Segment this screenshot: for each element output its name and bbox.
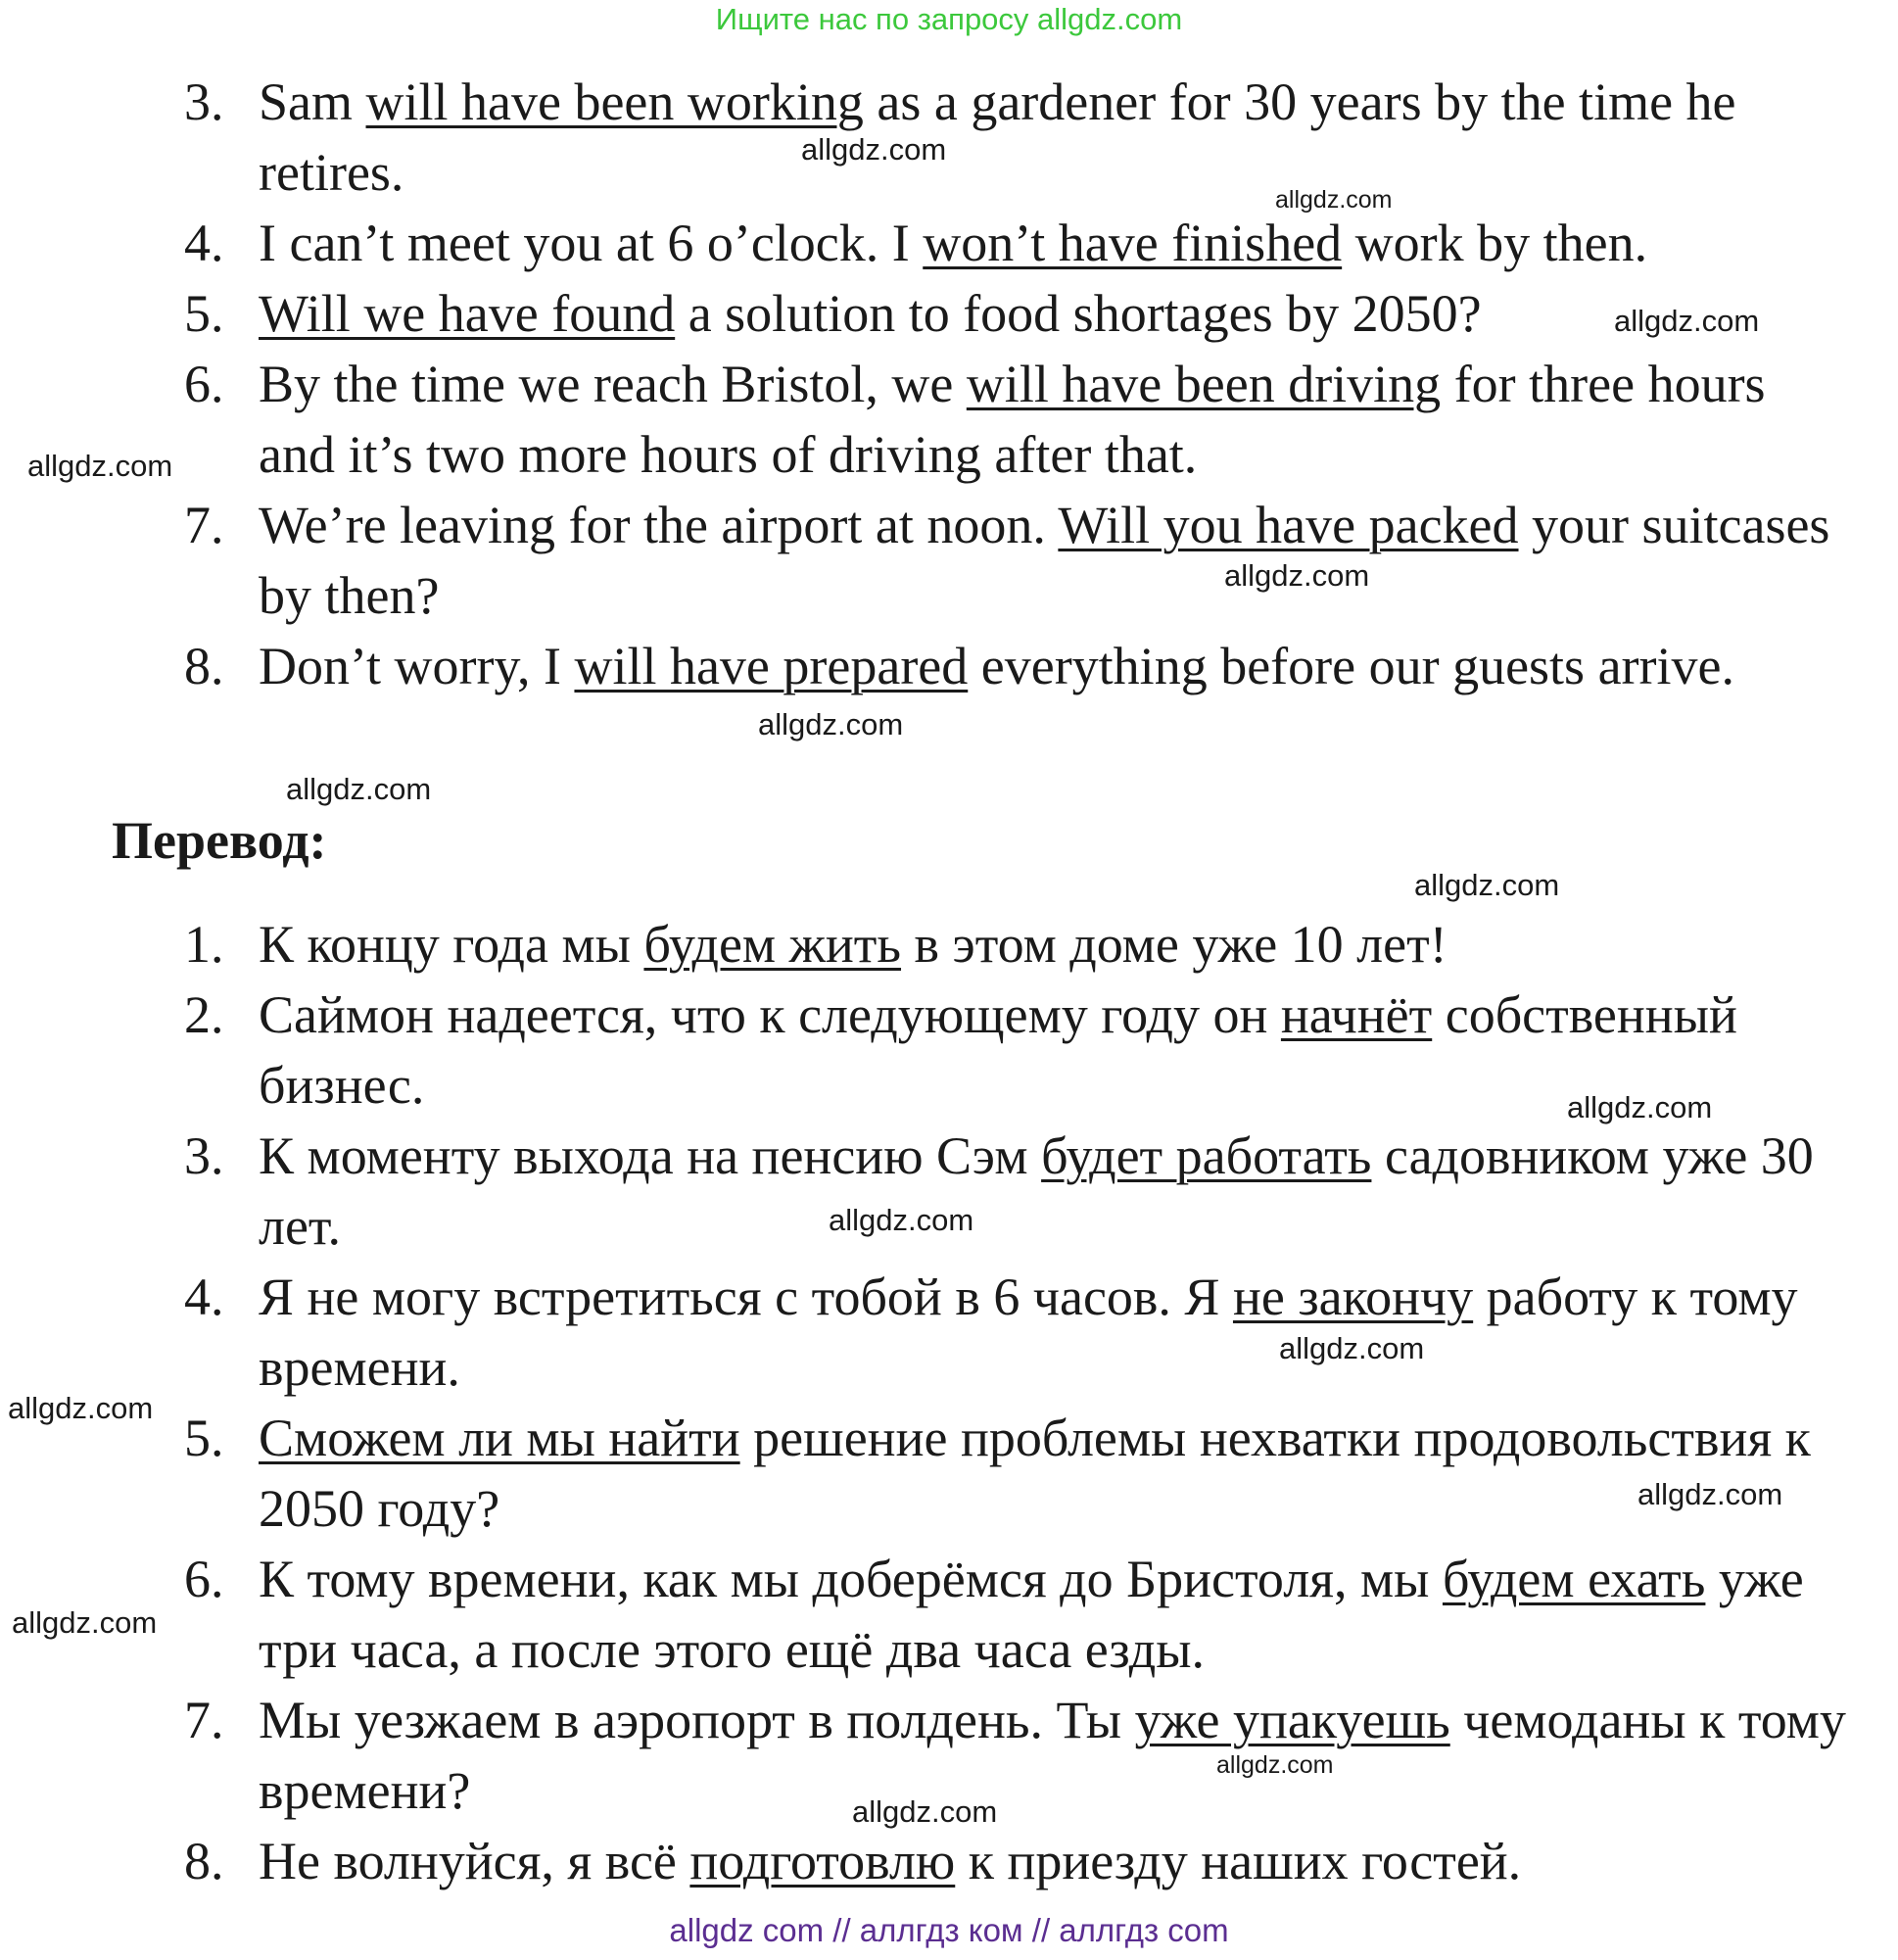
item-number: 6. [184,355,224,413]
item-answer: не закончу [1232,1267,1474,1326]
item-text: Мы уезжаем в аэропорт в полдень. Ты [259,1691,1135,1749]
item-number: 8. [184,1832,224,1890]
item-text: Don’t worry, I [259,637,575,695]
item-text: К концу года мы [259,915,644,974]
item-text: as a gardener for 30 years by the time he retires. [259,72,1736,202]
item-text: работу к тому времени. [259,1267,1798,1397]
watermark: allgdz.com [1279,1331,1425,1365]
list-item [0,490,1855,631]
item-answer: will have been working [365,72,864,131]
watermark: allgdz.com [852,1794,998,1829]
item-text: We’re leaving for the airport at noon. [259,496,1059,554]
item-text: в этом доме уже 10 лет! [901,915,1447,974]
item-text: К тому времени, как мы доберёмся до Бристоля, мы [259,1550,1443,1608]
watermark: allgdz.com [286,772,432,806]
watermark: allgdz.com [27,449,173,483]
item-text: Я не могу встретиться с тобой в 6 часов. Я [259,1267,1233,1326]
item-text: your suitcases by then? [259,496,1830,625]
item-number: 5. [184,1409,224,1467]
list-item [0,1826,1855,1896]
footer-link[interactable]: allgdz com // аллгдз ком // аллгдз com [669,1912,1229,1948]
watermark: allgdz.com [1224,558,1370,593]
item-answer: Will you have packed [1058,496,1519,554]
watermark: allgdz.com [1637,1477,1783,1511]
watermark: allgdz.com [829,1203,974,1237]
list-item [0,1262,1855,1403]
item-number: 2. [184,985,224,1044]
top-banner: Ищите нас по запросу allgdz.com [715,2,1183,36]
list-item [0,278,1855,349]
item-text: Саймон надеется, что к следующему году он [259,985,1281,1044]
item-text: К моменту выхода на пенсию Сэм [259,1126,1042,1185]
item-answer: Will we have found [259,284,676,343]
item-text: Не волнуйся, я всё [259,1832,690,1890]
item-text: садовником уже 30 лет. [259,1126,1814,1256]
item-text: чемоданы к тому времени? [259,1691,1846,1820]
list-item [0,1121,1855,1262]
item-answer: подготовлю [689,1832,956,1890]
item-number: 4. [184,214,224,272]
item-number: 7. [184,1691,224,1749]
list-item [0,1544,1855,1685]
watermark: allgdz.com [12,1605,158,1640]
watermark: allgdz.com [1275,186,1393,214]
item-number: 8. [184,637,224,695]
item-text: By the time we reach Bristol, we [259,355,967,413]
list-item [0,1403,1855,1544]
item-number: 5. [184,284,224,343]
item-number: 7. [184,496,224,554]
watermark: allgdz.com [8,1391,154,1425]
item-number: 3. [184,1126,224,1185]
item-text: work by then. [1342,214,1648,272]
item-answer: будет работать [1041,1126,1372,1185]
item-number: 3. [184,72,224,131]
item-number: 4. [184,1267,224,1326]
item-text: I can’t meet you at 6 o’clock. I [259,214,924,272]
item-answer: будем ехать [1442,1550,1706,1608]
item-text: Sam [259,72,366,131]
watermark: allgdz.com [1567,1090,1713,1124]
list-item [0,208,1855,278]
translation-heading: Перевод: [112,811,327,870]
list-item [0,909,1855,980]
item-answer: будем жить [643,915,902,974]
item-answer: won’t have finished [923,214,1343,272]
item-number: 1. [184,915,224,974]
item-answer: will have been driving [966,355,1442,413]
item-text: a solution to food shortages by 2050? [675,284,1482,343]
watermark: allgdz.com [758,707,904,741]
item-text: собственный бизнес. [259,985,1737,1115]
list-item [0,631,1855,701]
item-answer: начнёт [1280,985,1433,1044]
watermark: allgdz.com [1414,868,1560,902]
item-text: решение проблемы нехватки продовольствия к 2050 году? [259,1409,1811,1538]
watermark: allgdz.com [801,132,947,167]
item-answer: Сможем ли мы найти [259,1409,740,1467]
watermark: allgdz.com [1216,1751,1334,1779]
item-answer: уже упакуешь [1134,1691,1450,1749]
item-answer: will have prepared [574,637,969,695]
item-text: к приезду наших гостей. [955,1832,1522,1890]
item-number: 6. [184,1550,224,1608]
list-item [0,349,1855,490]
watermark: allgdz.com [1614,304,1760,338]
item-text: for three hours and it’s two more hours of driving after that. [259,355,1766,484]
russian-translation-list [0,909,1855,1896]
item-text: уже три часа, а после этого ещё два часа езды. [259,1550,1804,1679]
item-text: everything before our guests arrive. [968,637,1734,695]
